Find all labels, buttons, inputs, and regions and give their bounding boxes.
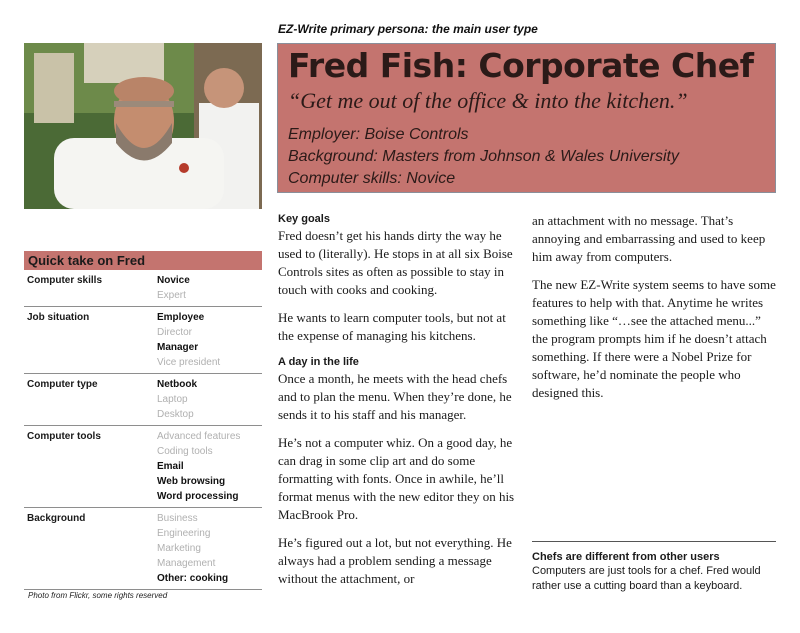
body-column-left <box>278 212 518 598</box>
quick-take-row-job-situation <box>24 307 262 374</box>
quick-take-value: Word processing <box>157 491 239 502</box>
day-in-life-paragraph: He’s not a computer whiz. On a good day, he can drag in some clip art and do some formatting with fonts. Once in awhile, he’ll format menus with the new editor they on his MacBrook Pro. <box>278 435 515 522</box>
quick-take-value: Director <box>157 327 193 338</box>
photo-credit: Photo from Flickr, some rights reserved <box>28 591 168 600</box>
employer-fact: Employer: Boise Controls <box>288 126 469 143</box>
day-in-life-paragraph: Once a month, he meets with the head chefs and to plan the menu. When they’re done, he sends it to his staff and his manager. <box>278 371 512 422</box>
quick-take-value: Laptop <box>157 394 188 405</box>
quick-take-value: Desktop <box>157 409 194 420</box>
chef-photo-illustration <box>24 43 262 209</box>
quick-take-value: Advanced features <box>157 431 241 442</box>
quick-take-label: Job situation <box>27 312 90 323</box>
persona-quote: “Get me out of the office & into the kitchen.” <box>288 88 688 113</box>
quick-take-title: Quick take on Fred <box>24 251 262 270</box>
quick-take-value: Business <box>157 513 198 524</box>
quick-take-label: Background <box>27 513 86 524</box>
quick-take-value: Employee <box>157 312 205 323</box>
quick-take-value: Vice president <box>157 357 221 368</box>
body-column-right <box>532 212 776 412</box>
quick-take-value: Web browsing <box>157 476 226 487</box>
quick-take-value: Management <box>157 558 216 569</box>
computer-skills-fact: Computer skills: Novice <box>288 170 456 187</box>
key-goals-paragraph: He wants to learn computer tools, but not at the expense of managing his kitchens. <box>278 310 506 343</box>
quick-take-label: Computer skills <box>27 275 103 286</box>
quick-take-value: Marketing <box>157 543 201 554</box>
persona-facts <box>288 124 765 190</box>
quick-take-panel <box>24 251 262 590</box>
persona-type-label: EZ-Write primary persona: the main user type <box>278 22 538 36</box>
key-goals-paragraph: Fred doesn’t get his hands dirty the way he used to (literally). He stops in at all six Boise Controls sites as often as possible to stay in touch with cooks and cooking. <box>278 228 513 297</box>
quick-take-label: Computer type <box>27 379 98 390</box>
quick-take-value: Engineering <box>157 528 211 539</box>
quick-take-row-computer-type <box>24 374 262 426</box>
key-goals-heading: Key goals <box>278 213 330 225</box>
quick-take-value: Novice <box>157 275 190 286</box>
quick-take-row-background <box>24 508 262 590</box>
persona-header <box>277 43 776 193</box>
quick-take-value: Other: cooking <box>157 573 229 584</box>
callout-title: Chefs are different from other users <box>532 551 720 563</box>
quick-take-value: Coding tools <box>157 446 213 457</box>
quick-take-value: Email <box>157 461 184 472</box>
chef-photo <box>24 43 262 209</box>
day-in-life-paragraph: He’s figured out a lot, but not everything. He always had a problem sending a message without the attachment, or <box>278 535 512 586</box>
quick-take-row-computer-skills <box>24 270 262 307</box>
quick-take-value: Manager <box>157 342 199 353</box>
quick-take-value: Expert <box>157 290 186 301</box>
persona-name: Fred Fish: Corporate Chef <box>288 46 754 85</box>
callout-box <box>532 541 776 594</box>
background-fact: Background: Masters from Johnson & Wales University <box>288 148 679 165</box>
continued-paragraph: an attachment with no message. That’s annoying and embarrassing and used to keep him away from computers. <box>532 213 766 264</box>
quick-take-label: Computer tools <box>27 431 101 442</box>
ez-write-paragraph: The new EZ-Write system seems to have some features to help with that. Anytime he writes something like “…see the attached menu...” the program prompts him if he doesn’t attach something. If there were a Nobel Prize for software, he’d nominate the people who designed this. <box>532 277 776 400</box>
quick-take-value: Netbook <box>157 379 197 390</box>
quick-take-row-computer-tools <box>24 426 262 508</box>
callout-body: Computers are just tools for a chef. Fred would rather use a cutting board than a keyboard. <box>532 565 761 592</box>
day-in-life-heading: A day in the life <box>278 356 359 368</box>
